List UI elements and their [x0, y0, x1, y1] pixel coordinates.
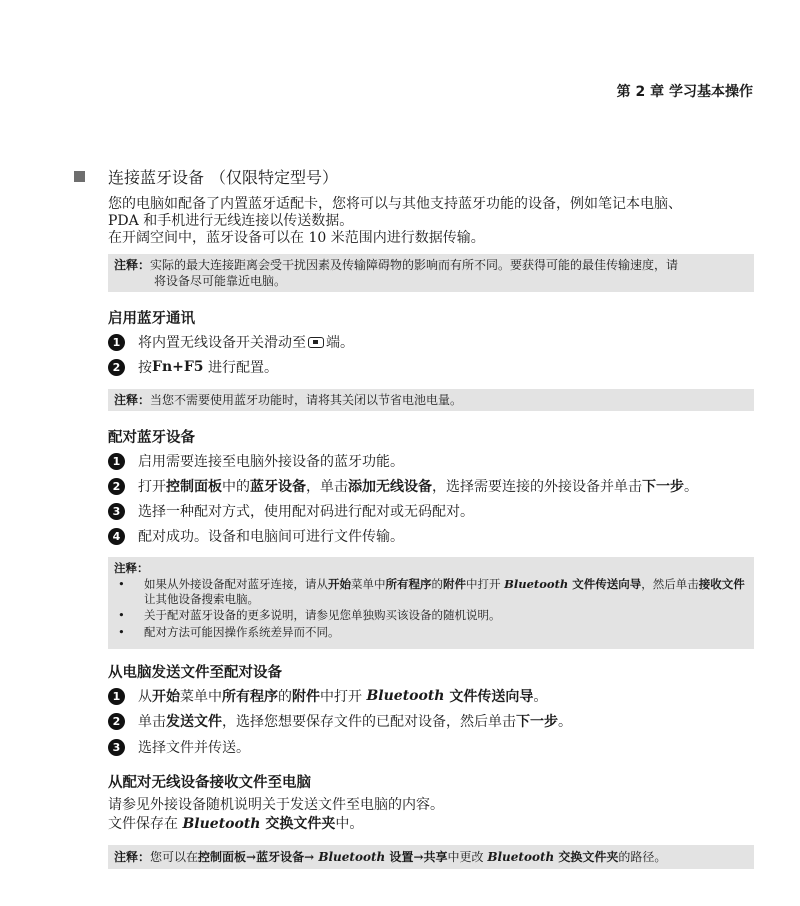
note-box	[108, 557, 754, 649]
step-text: 配对成功。设备和电脑间可进行文件传输。	[138, 529, 404, 545]
subsection-title: 从电脑发送文件至配对设备	[108, 665, 282, 681]
step-number-icon: 1	[108, 688, 125, 705]
step-number-icon: 4	[108, 528, 125, 545]
step-text: 。	[533, 689, 548, 705]
ui-term: Bluetooth	[366, 688, 445, 704]
step-number-icon: 2	[108, 359, 125, 376]
step-text: ，选择需要连接的外接设备并单击	[432, 479, 642, 495]
step-text: ，单击	[306, 479, 348, 495]
step-item	[108, 476, 754, 496]
note-label: 注释：	[114, 561, 149, 575]
step-text: 按	[138, 360, 152, 376]
section-title	[74, 165, 338, 188]
step-item	[108, 737, 754, 757]
step-text: 端。	[326, 335, 354, 351]
step-text: 将内置无线设备开关滑动至	[138, 335, 306, 351]
step-text: 中的	[222, 479, 250, 495]
body-line: 文件保存在 Bluetooth 交换文件夹中。	[108, 816, 364, 832]
intro-line: 您的电脑如配备了内置蓝牙适配卡，您将可以与其他支持蓝牙功能的设备，例如笔记本电脑、	[108, 196, 682, 212]
step-text: 。	[684, 479, 698, 495]
step-text: 打开	[138, 479, 166, 495]
step-text: 中打开	[320, 689, 367, 705]
note-label: 注释：	[114, 850, 151, 864]
receive-paragraph	[108, 797, 754, 833]
step-item	[108, 451, 754, 471]
step-number-icon: 2	[108, 478, 125, 495]
step-text: 进行配置。	[203, 360, 278, 376]
step-number-icon: 3	[108, 739, 125, 756]
note-box: 注释：您可以在控制面板→蓝牙设备→ Bluetooth 设置→共享中更改 Bluetooth 交换文件夹的路径。	[108, 845, 754, 869]
step-item	[108, 686, 754, 706]
step-item	[108, 526, 754, 546]
step-text: 选择一种配对方式，使用配对码进行配对或无码配对。	[138, 504, 474, 520]
ui-term: 添加无线设备	[348, 479, 432, 495]
hotkey-text: Fn+F5	[152, 359, 204, 375]
body-line: 请参见外接设备随机说明关于发送文件至电脑的内容。	[108, 797, 444, 813]
step-number-icon: 1	[108, 453, 125, 470]
ui-term: 下一步	[516, 714, 558, 730]
note-label: 注释：	[114, 393, 151, 407]
note-bullet-list	[114, 577, 748, 641]
step-item	[108, 711, 754, 731]
ui-term: 下一步	[642, 479, 684, 495]
step-text: 选择文件并传送。	[138, 740, 250, 756]
subsection-title: 从配对无线设备接收文件至电脑	[108, 775, 311, 791]
step-item	[108, 332, 754, 352]
square-bullet-icon	[74, 171, 85, 182]
ui-term: 文件传送向导	[444, 689, 534, 705]
intro-paragraph	[108, 196, 754, 247]
note-box	[108, 389, 754, 411]
ui-term: 发送文件	[166, 714, 222, 730]
note-text: 当您不需要使用蓝牙功能时，请将其关闭以节省电池电量。	[150, 393, 463, 407]
ui-term: 控制面板	[166, 479, 222, 495]
step-number-icon: 1	[108, 334, 125, 351]
note-label: 注释：	[114, 258, 151, 272]
subsection-title: 启用蓝牙通讯	[108, 311, 195, 327]
step-text: 。	[558, 714, 572, 730]
step-text: 从	[138, 689, 152, 705]
ui-term: 开始	[152, 689, 180, 705]
step-text: 菜单中	[180, 689, 222, 705]
section-title-suffix: （仅限特定型号）	[210, 168, 339, 187]
step-text: 启用需要连接至电脑外接设备的蓝牙功能。	[138, 454, 404, 470]
subsection-title: 配对蓝牙设备	[108, 430, 195, 446]
list-item: • 配对方法可能因操作系统差异而不同。	[114, 624, 748, 641]
step-item	[108, 357, 754, 377]
step-item	[108, 501, 754, 521]
step-number-icon: 2	[108, 713, 125, 730]
wireless-switch-icon	[308, 337, 324, 348]
note-text: 实际的最大连接距离会受干扰因素及传输障碍物的影响而有所不同。要获得可能的最佳传输速度，请	[150, 258, 679, 272]
list-item: • 关于配对蓝牙设备的更多说明，请参见您单独购买该设备的随机说明。	[114, 607, 748, 624]
step-number-icon: 3	[108, 503, 125, 520]
ui-term: 所有程序	[222, 689, 278, 705]
ui-term: 附件	[292, 689, 320, 705]
intro-line: 在开阔空间中，蓝牙设备可以在 10 米范围内进行数据传输。	[108, 230, 485, 246]
section-title-text: 连接蓝牙设备	[108, 168, 205, 187]
step-text: 单击	[138, 714, 166, 730]
intro-line: PDA 和手机进行无线连接以传送数据。	[108, 213, 354, 229]
step-text: ，选择您想要保存文件的已配对设备，然后单击	[222, 714, 516, 730]
ui-term: 蓝牙设备	[250, 479, 306, 495]
chapter-header: 第 2 章 学习基本操作	[616, 84, 753, 100]
note-text: 将设备尽可能靠近电脑。	[154, 274, 287, 288]
note-box	[108, 254, 754, 292]
list-item: • 如果从外接设备配对蓝牙连接，请从开始菜单中所有程序的附件中打开 Bluetooth 文件传送向导，然后单击接收文件让其他设备搜索电脑。	[114, 577, 748, 607]
step-text: 的	[278, 689, 292, 705]
